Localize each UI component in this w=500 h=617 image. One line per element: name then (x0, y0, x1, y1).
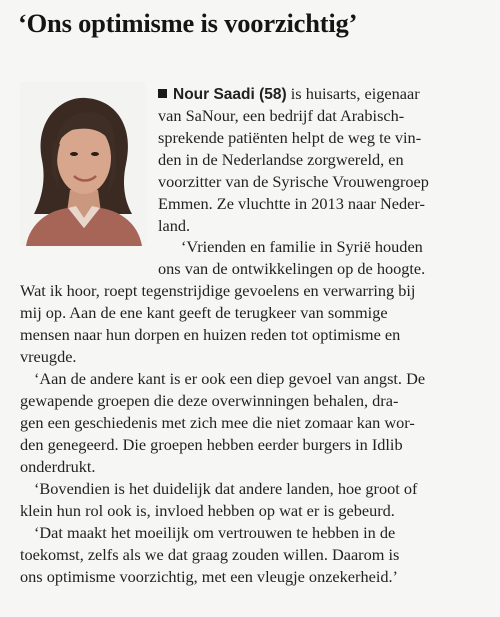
portrait-photo (20, 82, 146, 246)
body-line: Wat ik hoor, roept tegenstrijdige gevoelens en verwarring bij (20, 281, 416, 300)
intro-line: den in de Nederlandse zorgwereld, en (158, 150, 404, 169)
body-line: ‘Aan de andere kant is er ook een diep gevoel van angst. De (34, 369, 426, 388)
body-line: vreugde. (20, 347, 77, 366)
body-line: gen een geschiedenis met zich mee die niet zomaar kan wor- (20, 413, 415, 432)
intro-line: land. (158, 216, 191, 235)
body-line: mij op. Aan de ene kant geeft de terugkeer van sommige (20, 303, 388, 322)
intro-line-1 (158, 83, 420, 106)
body-line: toekomst, zelfs als we dat graag zouden willen. Daarom is (20, 545, 400, 564)
headline: ‘Ons optimisme is voorzichtig’ (18, 8, 358, 38)
intro-text: is huisarts, eigenaar (286, 84, 420, 103)
body-line: ons optimisme voorzichtig, met een vleugje onzekerheid.’ (20, 567, 398, 586)
body-line: ons van de ontwikkelingen op de hoogte. (158, 259, 426, 278)
body-line: mensen naar hun dorpen en huizen reden tot optimisme en (20, 325, 401, 344)
intro-line: voorzitter van de Syrische Vrouwengroep (158, 172, 429, 191)
intro-line: Emmen. Ze vluchtte in 2013 naar Neder- (158, 194, 425, 213)
intro-line: van SaNour, een bedrijf dat Arabisch- (158, 106, 405, 125)
body-line: onderdrukt. (20, 457, 96, 476)
body-line: ‘Dat maakt het moeilijk om vertrouwen te hebben in de (34, 523, 396, 542)
body-line: gewapende groepen die deze overwinningen behalen, dra- (20, 391, 399, 410)
body-line: den genegeerd. Die groepen hebben eerder burgers in Idlib (20, 435, 403, 454)
intro-line: sprekende patiënten helpt de weg te vin- (158, 128, 422, 147)
person-name: Nour Saadi (58) (173, 86, 287, 103)
body-line: ‘Bovendien is het duidelijk dat andere landen, hoe groot of (34, 479, 418, 498)
body-line: ‘Vrienden en familie in Syrië houden (181, 237, 423, 256)
bullet-square-icon (158, 89, 167, 98)
body-line: klein hun rol ook is, invloed hebben op wat er is gebeurd. (20, 501, 395, 520)
